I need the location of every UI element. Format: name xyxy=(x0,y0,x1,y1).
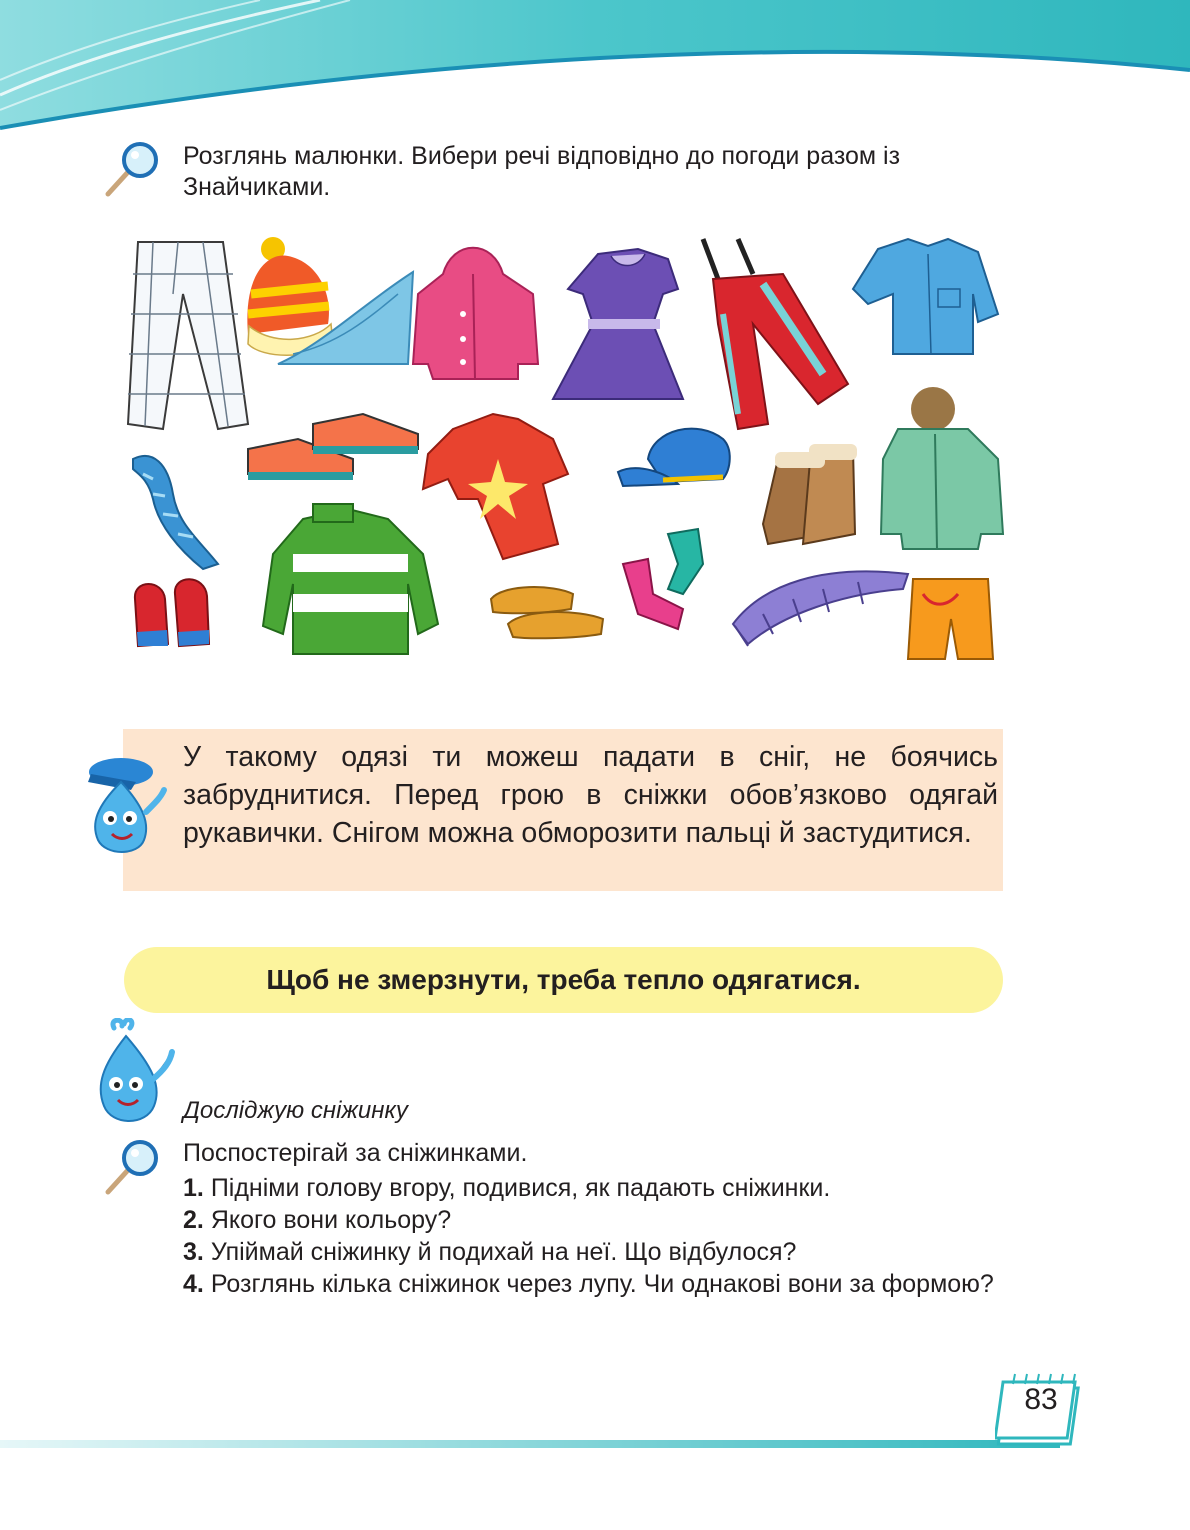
blue-cap xyxy=(618,429,730,486)
knit-hat xyxy=(247,237,333,355)
step-text: Розглянь кілька сніжинок через лупу. Чи однакові вони за формою? xyxy=(210,1270,994,1298)
rule-text: Щоб не змерзнути, треба тепло одягатися. xyxy=(266,964,861,995)
observation-intro: Поспостерігай за сніжинками. xyxy=(183,1139,528,1167)
mittens xyxy=(135,579,209,646)
explore-title: Досліджую сніжинку xyxy=(183,1097,408,1124)
footer-line xyxy=(0,1440,1060,1448)
steps-list xyxy=(183,1172,1003,1300)
magnifier-icon xyxy=(102,138,162,198)
page-number: 83 xyxy=(1024,1383,1058,1416)
mascot-icon xyxy=(76,752,176,857)
magnifier-icon xyxy=(102,1136,162,1196)
step-text: Упіймай сніжинку й подихай на неї. Що відбулося? xyxy=(210,1238,797,1266)
fur-boots xyxy=(763,444,857,544)
shawl xyxy=(733,571,908,646)
step-number: 1. xyxy=(183,1174,204,1202)
winter-jacket xyxy=(881,387,1003,549)
step-number: 4. xyxy=(183,1270,204,1298)
clothes-illustration xyxy=(123,234,1005,664)
list-item xyxy=(183,1204,1003,1236)
checkered-pants xyxy=(128,242,248,429)
socks xyxy=(623,529,703,629)
step-text: Підніми голову вгору, подивися, як падають сніжинки. xyxy=(210,1174,831,1202)
sneakers xyxy=(248,414,418,480)
step-number: 2. xyxy=(183,1206,204,1234)
task-instruction: Розглянь малюнки. Вибери речі відповідно до погоди разом із Знайчиками. xyxy=(183,142,901,201)
list-item xyxy=(183,1236,1003,1268)
orange-shorts xyxy=(908,579,993,659)
knit-scarf xyxy=(133,456,218,569)
sandals xyxy=(491,587,603,638)
striped-sweater xyxy=(263,504,438,654)
list-item xyxy=(183,1172,1003,1204)
pink-jacket xyxy=(413,248,538,379)
blue-shirt xyxy=(853,239,998,354)
step-number: 3. xyxy=(183,1238,204,1266)
red-tshirt xyxy=(423,414,568,559)
mascot-waving-icon xyxy=(84,1018,184,1128)
ski-pants xyxy=(703,239,848,429)
info-text: У такому одязі ти можеш падати в сніг, не боячись забруднитися. Перед грою в сніжки обов’язково одягай рукавички. Снігом можна обморозити пальці й застудитися. xyxy=(183,741,998,849)
purple-dress xyxy=(553,249,683,399)
header-band xyxy=(0,0,1190,135)
step-text: Якого вони кольору? xyxy=(210,1206,452,1234)
list-item xyxy=(183,1268,1003,1300)
